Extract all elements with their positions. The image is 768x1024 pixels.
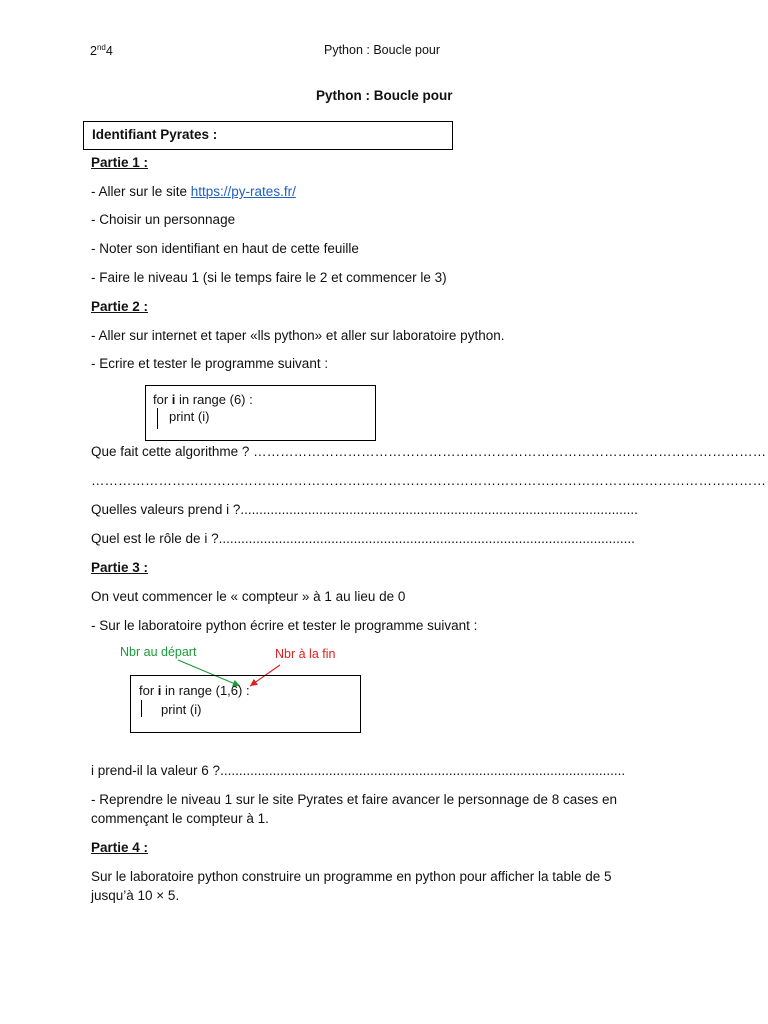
code2-var: i bbox=[157, 683, 162, 698]
code1-for: for bbox=[153, 392, 172, 407]
part2-q3: Quel est le rôle de i ?............................................................................................................... bbox=[91, 531, 635, 546]
part2-heading: Partie 2 : bbox=[91, 299, 149, 314]
part3-line1: On veut commencer le « compteur » à 1 au lieu de 0 bbox=[91, 589, 406, 604]
pyrates-link[interactable]: https://py-rates.fr/ bbox=[190, 184, 296, 199]
part3-line3a: - Reprendre le niveau 1 sur le site Pyrates et faire avancer le personnage de 8 cases en bbox=[91, 792, 618, 807]
part1-line2: - Choisir un personnage bbox=[91, 212, 236, 227]
part1-line3: - Noter son identifiant en haut de cette feuille bbox=[91, 241, 359, 256]
part4-heading: Partie 4 : bbox=[91, 840, 149, 855]
code2-line1 bbox=[139, 683, 250, 698]
code1-line2: print (i) bbox=[169, 409, 210, 424]
part3-line3b: commençant le compteur à 1. bbox=[91, 811, 269, 826]
code1-var: i bbox=[171, 392, 176, 407]
part2-line1: - Aller sur internet et taper «lls python» et aller sur laboratoire python. bbox=[91, 328, 505, 343]
part2-q2: Quelles valeurs prend i ?.......................................................................................................... bbox=[91, 502, 638, 517]
part1-heading: Partie 1 : bbox=[91, 155, 149, 170]
header-title: Python : Boucle pour bbox=[324, 43, 441, 57]
code2-line2: print (i) bbox=[161, 702, 202, 717]
part2-q1-cont: …………………………………………………………………………………………………………………………………… bbox=[91, 473, 766, 488]
part2-line2: - Ecrire et tester le programme suivant : bbox=[91, 356, 329, 371]
part1-line4: - Faire le niveau 1 (si le temps faire le 2 et commencer le 3) bbox=[91, 270, 447, 285]
part2-q1: Que fait cette algorithme ? …………………………………………………………………………………………………… bbox=[91, 444, 767, 459]
identifiant-label: Identifiant Pyrates : bbox=[92, 127, 218, 142]
code2-rest: in range (1,6) : bbox=[161, 683, 250, 698]
class-number: 2 bbox=[90, 44, 97, 59]
class-sup: nd bbox=[96, 43, 106, 52]
page-title: Python : Boucle pour bbox=[316, 88, 453, 103]
part4-line1: Sur le laboratoire python construire un programme en python pour afficher la table de 5 bbox=[91, 869, 612, 884]
part3-heading: Partie 3 : bbox=[91, 560, 149, 575]
part3-line2: - Sur le laboratoire python écrire et tester le programme suivant : bbox=[91, 618, 478, 633]
code-box-2 bbox=[130, 675, 361, 733]
part3-q1: i prend-il la valeur 6 ?............................................................................................................ bbox=[91, 763, 626, 778]
class-suffix: 4 bbox=[105, 44, 113, 59]
code2-for: for bbox=[139, 683, 158, 698]
part1-line1-text: - Aller sur le site bbox=[91, 184, 191, 199]
annotation-start: Nbr au départ bbox=[120, 645, 197, 659]
code2-indent-bar bbox=[141, 700, 142, 717]
part4-line2: jusqu’à 10 × 5. bbox=[91, 888, 180, 903]
annotation-end: Nbr à la fin bbox=[275, 647, 336, 661]
code1-rest: in range (6) : bbox=[175, 392, 253, 407]
